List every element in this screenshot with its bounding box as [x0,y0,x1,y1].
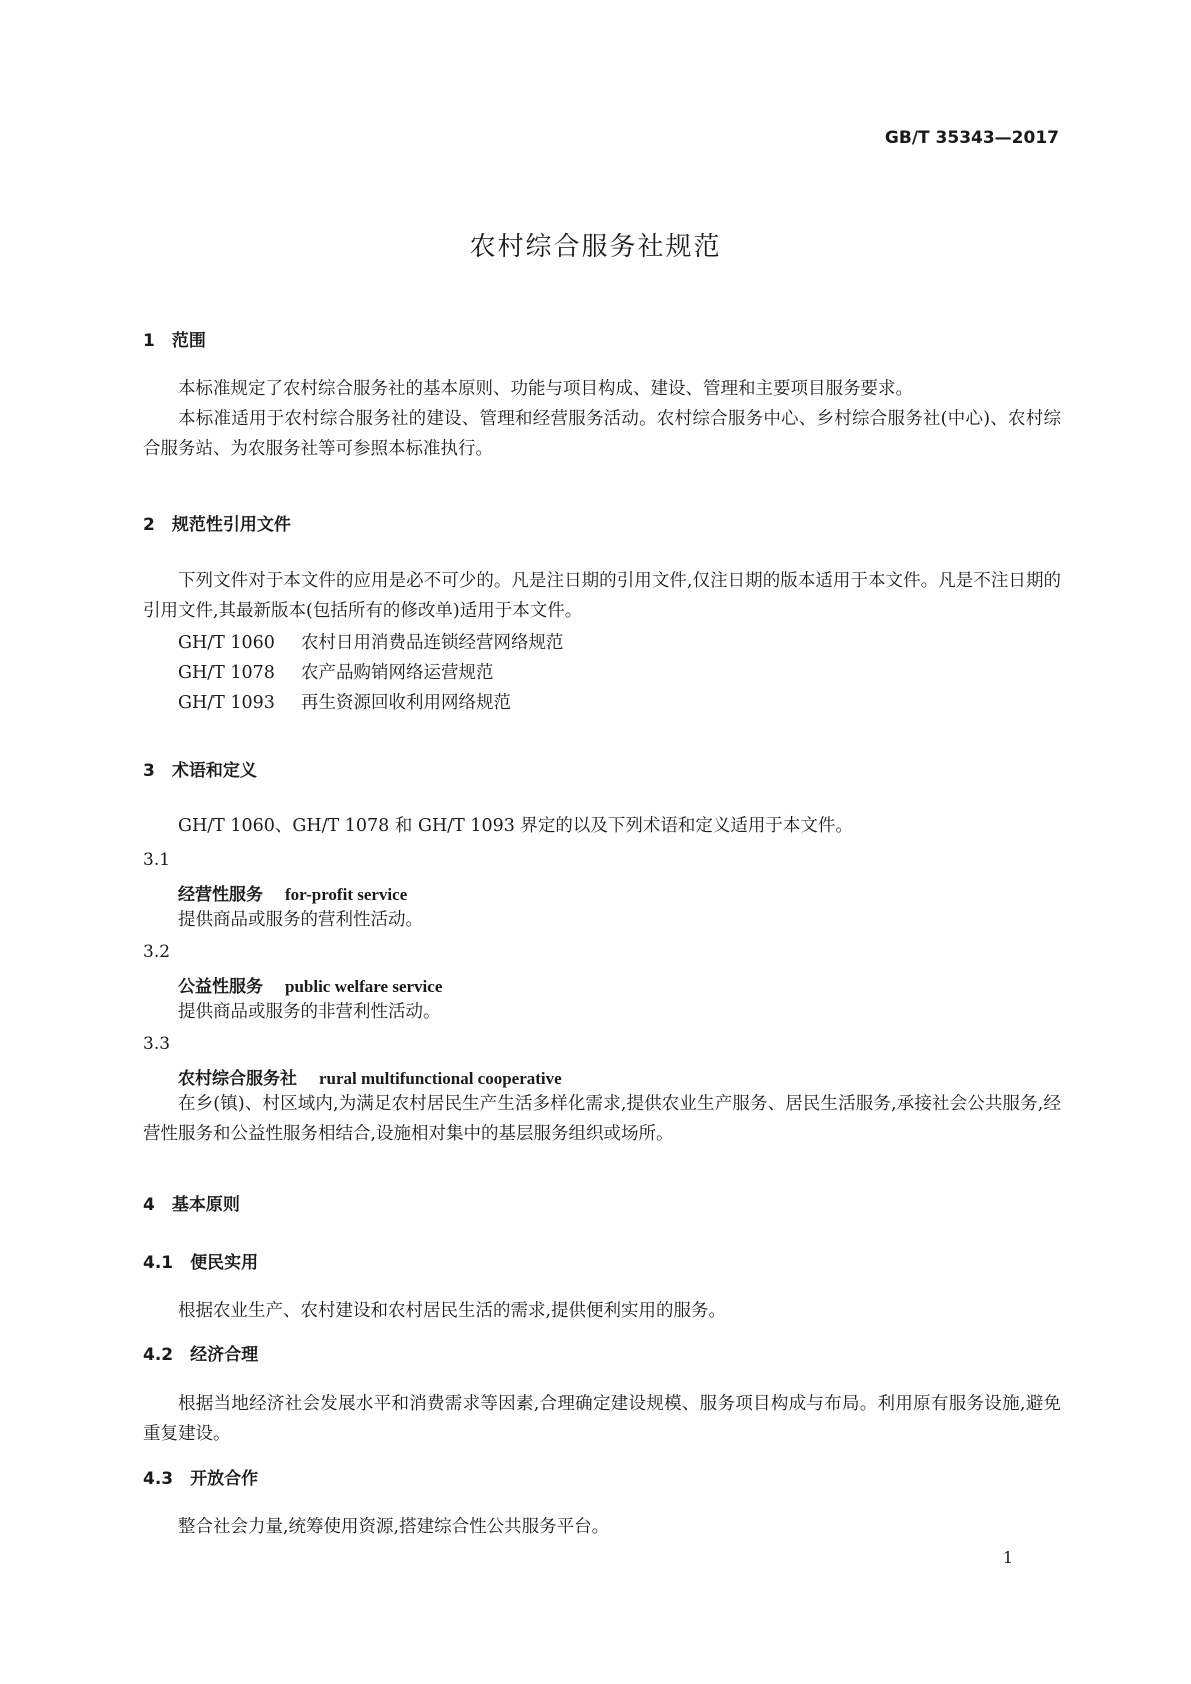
term-heading [178,1064,562,1089]
subsection-body [143,1512,1061,1542]
term-en: public welfare service [285,977,443,996]
subsection-heading: 4.1 便民实用 [143,1253,259,1273]
reference-item [178,688,564,718]
reference-code: GH/T 1093 [178,693,275,713]
paragraph: 本标准适用于农村综合服务社的建设、管理和经营服务活动。农村综合服务中心、乡村综合服务社(中心)、农村综合服务站、为农服务社等可参照本标准执行。 [143,409,1061,459]
paragraph: GH/T 1060、GH/T 1078 和 GH/T 1093 界定的以及下列术语和定义适用于本文件。 [178,816,853,836]
term-en: rural multifunctional cooperative [319,1069,562,1088]
term-heading [178,972,442,997]
paragraph: 在乡(镇)、村区域内,为满足农村居民生产生活多样化需求,提供农业生产服务、居民生活服务,承接社会公共服务,经营性服务和公益性服务相结合,设施相对集中的基层服务组织或场所。 [143,1094,1061,1144]
term-zh: 农村综合服务社 [178,1069,297,1089]
reference-item [178,628,564,658]
normative-references-list [178,628,564,718]
reference-title: 农村日用消费品连锁经营网络规范 [301,633,564,653]
section-1-heading: 1 范围 [143,331,206,351]
term-definition [143,905,1061,935]
document-title: 农村综合服务社规范 [469,232,722,262]
reference-title: 再生资源回收利用网络规范 [301,693,511,713]
term-definition [143,1089,1061,1149]
paragraph: 本标准规定了农村综合服务社的基本原则、功能与项目构成、建设、管理和主要项目服务要求。 [178,379,913,399]
paragraph: 提供商品或服务的营利性活动。 [178,910,423,930]
term-number: 3.2 [143,942,171,962]
document-number: GB/T 35343—2017 [884,128,1059,148]
subsection-body [143,1296,1061,1326]
section-4-heading: 4 基本原则 [143,1195,240,1215]
term-heading [178,880,407,905]
page-number: 1 [1002,1548,1013,1567]
subsection-heading: 4.2 经济合理 [143,1345,259,1365]
section-2-body [143,566,1061,626]
paragraph: 下列文件对于本文件的应用是必不可少的。凡是注日期的引用文件,仅注日期的版本适用于本文件。凡是不注日期的引用文件,其最新版本(包括所有的修改单)适用于本文件。 [143,571,1061,621]
paragraph: 根据当地经济社会发展水平和消费需求等因素,合理确定建设规模、服务项目构成与布局。利用原有服务设施,避免重复建设。 [143,1394,1061,1444]
term-number: 3.1 [143,850,171,870]
term-en: for-profit service [285,885,408,904]
term-zh: 经营性服务 [178,885,263,905]
term-definition [143,997,1061,1027]
paragraph: 提供商品或服务的非营利性活动。 [178,1002,441,1022]
reference-code: GH/T 1060 [178,633,275,653]
paragraph: 根据农业生产、农村建设和农村居民生活的需求,提供便利实用的服务。 [178,1301,727,1321]
reference-item [178,658,564,688]
reference-title: 农产品购销网络运营规范 [301,663,494,683]
section-3-intro [143,811,1061,841]
subsection-heading: 4.3 开放合作 [143,1469,259,1489]
section-2-heading: 2 规范性引用文件 [143,515,291,535]
section-3-heading: 3 术语和定义 [143,761,257,781]
reference-code: GH/T 1078 [178,663,275,683]
term-zh: 公益性服务 [178,977,263,997]
subsection-body [143,1389,1061,1449]
term-number: 3.3 [143,1034,171,1054]
section-1-body [143,374,1061,464]
paragraph: 整合社会力量,统筹使用资源,搭建综合性公共服务平台。 [178,1517,610,1537]
